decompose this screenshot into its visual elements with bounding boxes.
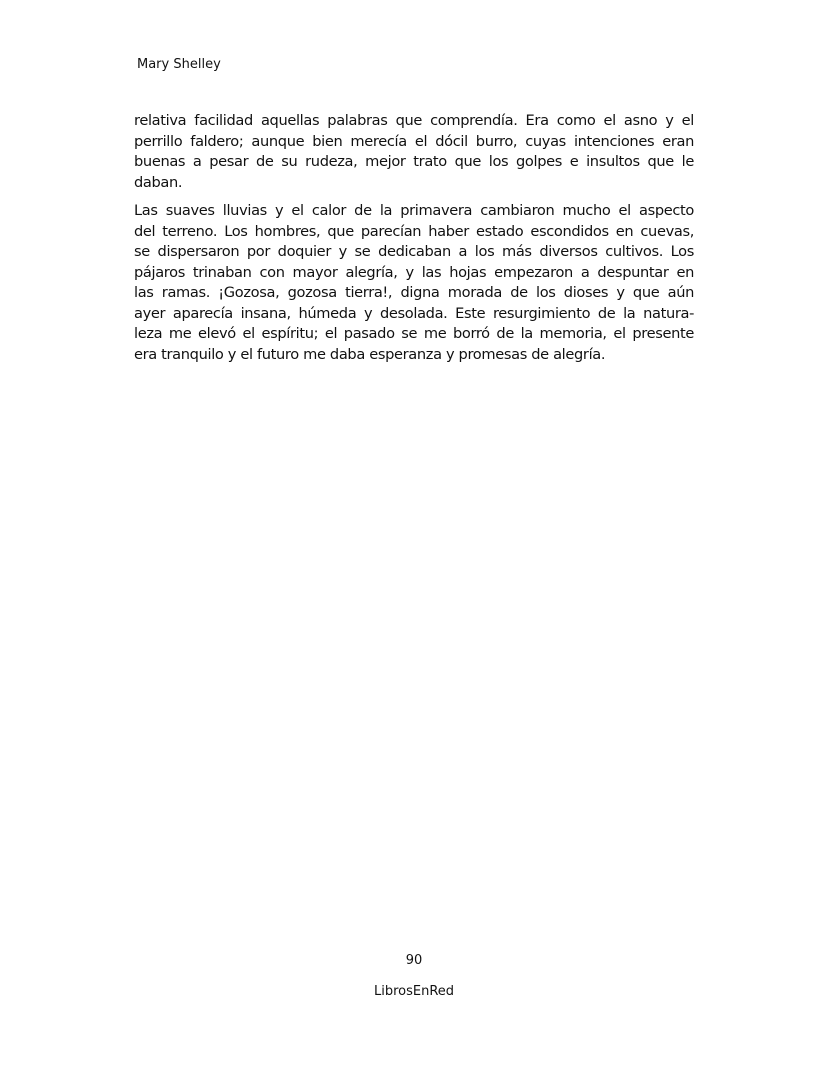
text-line: perrillo faldero; aunque bien merecía el dócil burro, cuyas intenciones eran: [134, 132, 694, 150]
text-line: ayer aparecía insana, húmeda y desolada. Este resurgimiento de la natura-: [134, 304, 694, 322]
publisher-name: LibrosEnRed: [373, 984, 455, 999]
text-line: las ramas. ¡Gozosa, gozosa tierra!, digna morada de los dioses y que aún: [134, 284, 694, 301]
text-line: buenas a pesar de su rudeza, mejor trato que los golpes e insultos que le: [134, 153, 694, 170]
text-line: Las suaves lluvias y el calor de la primavera cambiaron mucho el aspecto: [134, 202, 694, 219]
text-line: relativa facilidad aquellas palabras que comprendía. Era como el asno y el: [134, 112, 694, 129]
text-line: era tranquilo y el futuro me daba esperanza y promesas de alegría.: [134, 345, 606, 363]
text-line: leza me elevó el espíritu; el pasado se me borró de la memoria, el presente: [134, 325, 694, 342]
text-line: se dispersaron por doquier y se dedicaban a los más diversos cultivos. Los: [134, 243, 694, 260]
body-text: [134, 111, 694, 373]
running-head-author: Mary Shelley: [137, 57, 221, 72]
text-line: daban.: [134, 173, 183, 191]
text-line: del terreno. Los hombres, que parecían haber estado escondidos en cuevas,: [134, 222, 694, 240]
paragraph-2: [134, 201, 694, 365]
paragraph-1: [134, 111, 694, 193]
page-number: 90: [405, 953, 423, 968]
text-line: pájaros trinaban con mayor alegría, y las hojas empezaron a despuntar en: [134, 263, 694, 281]
